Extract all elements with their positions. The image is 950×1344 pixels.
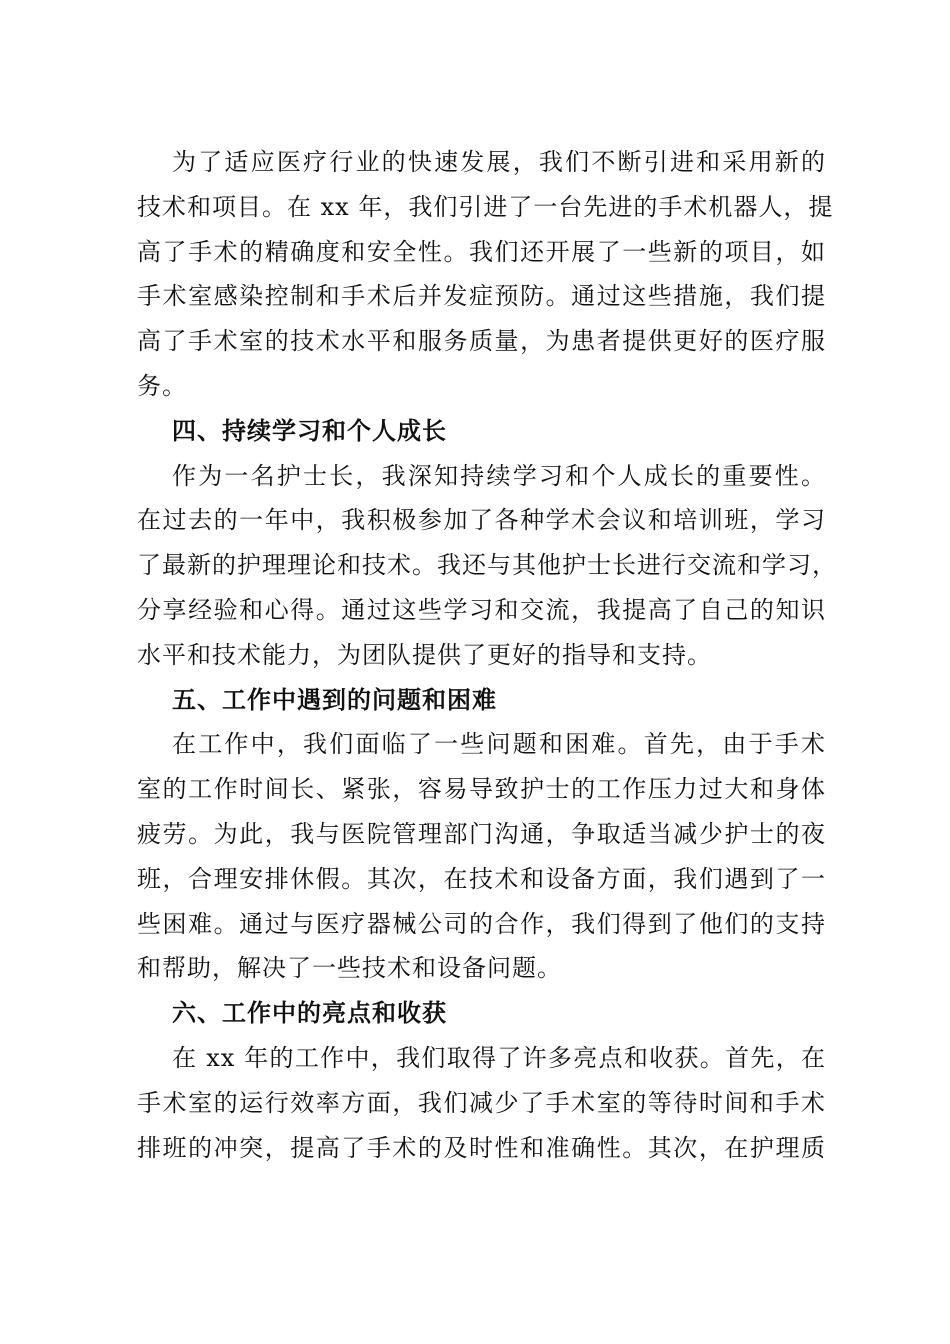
text-line: 技术和项目。在 xx 年，我们引进了一台先进的手术机器人，提 bbox=[137, 192, 834, 221]
text-line: 高了手术的精确度和安全性。我们还开展了一些新的项目，如 bbox=[137, 237, 826, 266]
text-line: 手术室感染控制和手术后并发症预防。通过这些措施，我们提 bbox=[137, 282, 826, 311]
text-line: 疲劳。为此，我与医院管理部门沟通，争取适当减少护士的夜 bbox=[137, 819, 826, 848]
paragraph bbox=[137, 140, 834, 409]
document-page bbox=[137, 140, 837, 1170]
section-heading: 五、工作中遇到的问题和困难 bbox=[172, 685, 497, 714]
paragraph bbox=[137, 454, 837, 678]
text-line: 作为一名护士长，我深知持续学习和个人成长的重要性。 bbox=[172, 461, 826, 490]
text-line: 手术室的运行效率方面，我们减少了手术室的等待时间和手术 bbox=[137, 1088, 826, 1117]
text-line: 高了手术室的技术水平和服务质量，为患者提供更好的医疗服 bbox=[137, 327, 826, 356]
text-line: 在 xx 年的工作中，我们取得了许多亮点和收获。首先，在 bbox=[172, 1043, 826, 1072]
section-heading: 六、工作中的亮点和收获 bbox=[172, 999, 447, 1028]
text-line: 了最新的护理理论和技术。我还与其他护士长进行交流和学习， bbox=[137, 551, 837, 580]
text-line: 班，合理安排休假。其次，在技术和设备方面，我们遇到了一 bbox=[137, 864, 826, 893]
section-heading: 四、持续学习和个人成长 bbox=[172, 416, 447, 445]
paragraph bbox=[137, 1036, 826, 1170]
text-line: 为了适应医疗行业的快速发展，我们不断引进和采用新的 bbox=[172, 148, 826, 176]
text-line: 水平和技术能力，为团队提供了更好的指导和支持。 bbox=[137, 640, 712, 669]
text-line: 分享经验和心得。通过这些学习和交流，我提高了自己的知识 bbox=[137, 595, 826, 624]
text-line: 排班的冲突，提高了手术的及时性和准确性。其次，在护理质 bbox=[137, 1133, 826, 1162]
text-line: 务。 bbox=[137, 371, 187, 400]
paragraph bbox=[137, 722, 826, 991]
text-line: 在过去的一年中，我积极参加了各种学术会议和培训班，学习 bbox=[137, 506, 826, 535]
text-line: 室的工作时间长、紧张，容易导致护士的工作压力过大和身体 bbox=[137, 775, 826, 804]
text-line: 些困难。通过与医疗器械公司的合作，我们得到了他们的支持 bbox=[137, 909, 826, 938]
text-line: 在工作中，我们面临了一些问题和困难。首先，由于手术 bbox=[172, 730, 826, 759]
text-line: 和帮助，解决了一些技术和设备问题。 bbox=[137, 954, 562, 983]
